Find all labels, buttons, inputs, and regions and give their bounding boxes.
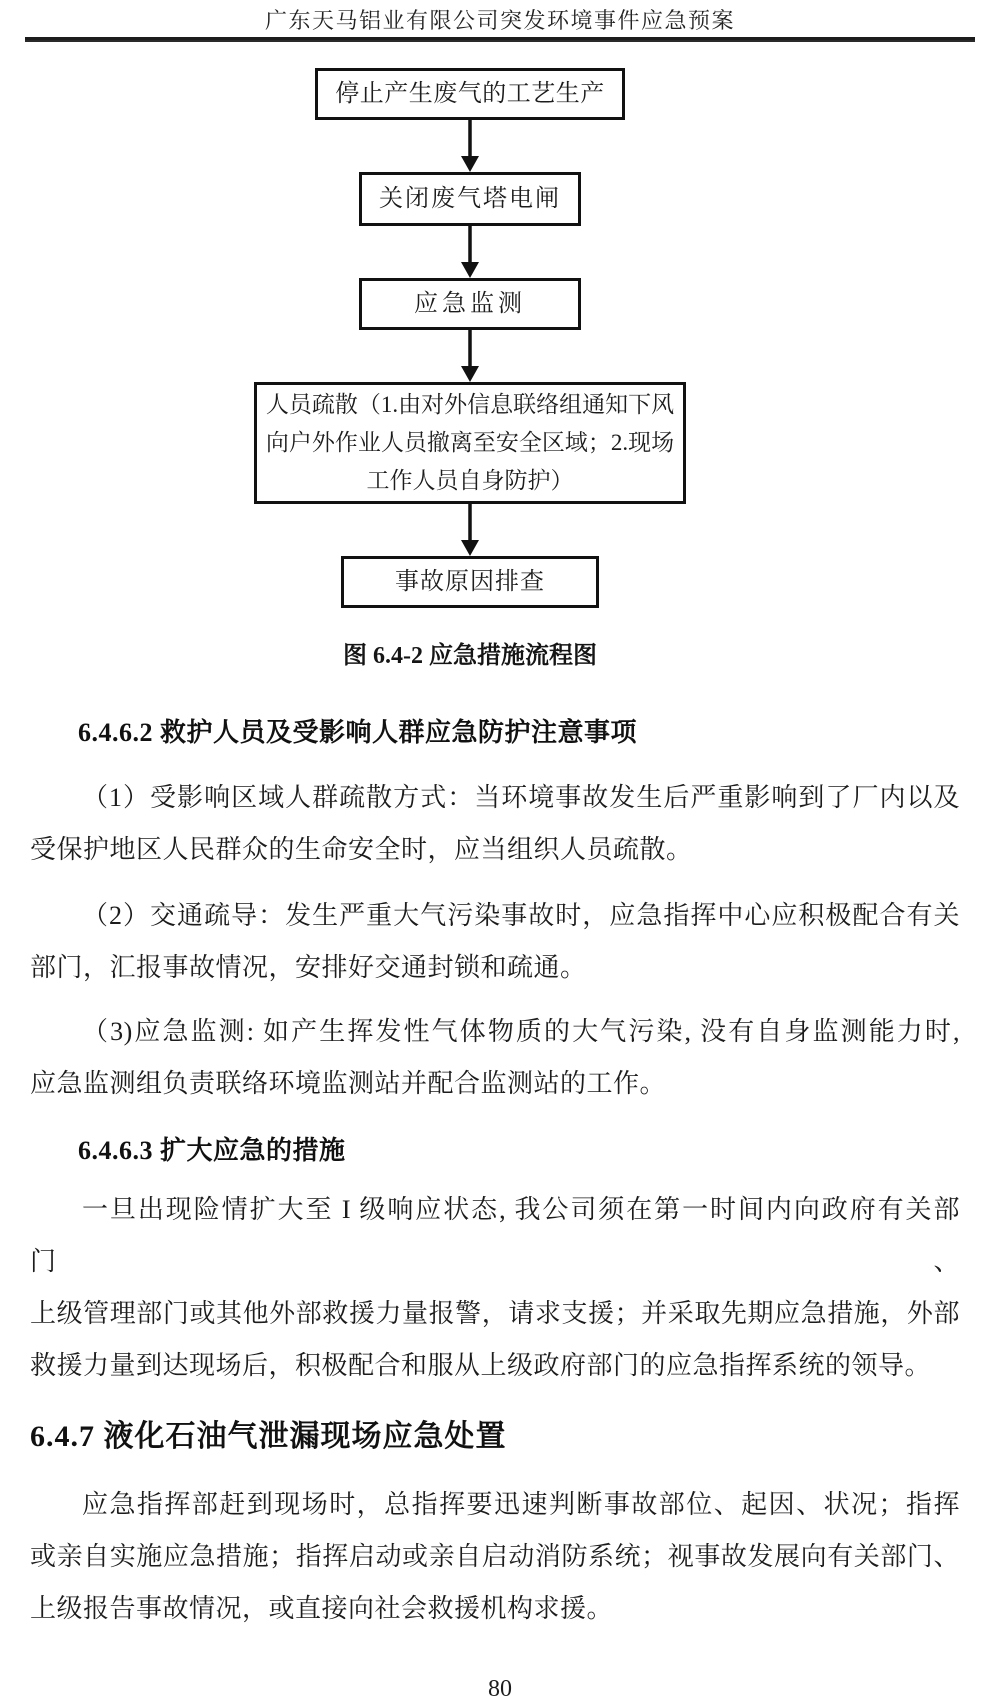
down-arrow-icon [460,120,480,172]
header-title: 广东天马铝业有限公司突发环境事件应急预案 [264,8,735,33]
flow-step-text: 向户外作业人员撤离至安全区域；2.现场 [265,430,675,455]
para-line: （2）交通疏导：发生严重大气污染事故时，应急指挥中心应积极配合有关 [82,901,960,930]
para-line: 应急指挥部赶到现场时，总指挥要迅速判断事故部位、起因、状况；指挥 [82,1490,960,1519]
page-footer [0,1675,1000,1703]
para-line: （3)应急监测: 如产生挥发性气体物质的大气污染, 没有自身监测能力时, [82,1017,960,1046]
para-line: 应急监测组负责联络环境监测站并配合监测站的工作。 [30,1069,667,1098]
paragraph [30,772,960,876]
down-arrow-icon [460,226,480,278]
paragraph [30,1479,960,1635]
figure-caption: 图 6.4-2 应急措施流程图 [343,643,597,669]
para-line: 或亲自实施应急措施；指挥启动或亲自启动消防系统；视事故发展向有关部门、 [30,1542,960,1571]
paragraph [30,1006,960,1110]
header-rule [25,37,975,42]
paragraph [30,890,960,994]
flow-step-3 [359,278,581,330]
page-header [0,0,1000,42]
flow-step-text: 应急监测 [414,291,526,317]
para-line: 部门，汇报事故情况，安排好交通封锁和疏通。 [30,953,587,982]
para-line: 上级报告事故情况，或直接向社会救援机构求援。 [30,1594,614,1623]
flow-step-text: 人员疏散（1.由对外信息联络组通知下风 [265,392,675,417]
flow-step-2 [359,172,581,226]
flowchart [0,68,1000,608]
para-line: （1）受影响区域人群疏散方式：当环境事故发生后严重影响到了厂内以及 [82,783,960,812]
flow-step-text: 关闭废气塔电闸 [379,186,561,212]
para-line: 受保护地区人民群众的生命安全时，应当组织人员疏散。 [30,835,693,864]
down-arrow-icon [460,504,480,556]
section-heading: 6.4.7 液化石油气泄漏现场应急处置 [30,1420,507,1453]
section-heading: 6.4.6.3 扩大应急的措施 [78,1136,346,1165]
para-line: 一旦出现险情扩大至 I 级响应状态, 我公司须在第一时间内向政府有关部门、 [30,1195,960,1276]
flow-step-4 [254,382,686,504]
down-arrow-icon [460,330,480,382]
page-number: 80 [488,1676,512,1702]
flow-step-5 [341,556,599,608]
paragraph [30,1184,960,1392]
flow-step-text: 事故原因排查 [395,569,545,595]
para-line: 上级管理部门或其他外部救援力量报警，请求支援；并采取先期应急措施，外部 [30,1299,960,1328]
flow-step-1 [315,68,625,120]
para-line: 救援力量到达现场后，积极配合和服从上级政府部门的应急指挥系统的领导。 [30,1351,932,1380]
flow-step-text: 停止产生废气的工艺生产 [335,81,605,107]
section-heading: 6.4.6.2 救护人员及受影响人群应急防护注意事项 [78,718,638,747]
flow-step-text: 工作人员自身防护） [366,468,574,493]
content [0,716,1000,1635]
